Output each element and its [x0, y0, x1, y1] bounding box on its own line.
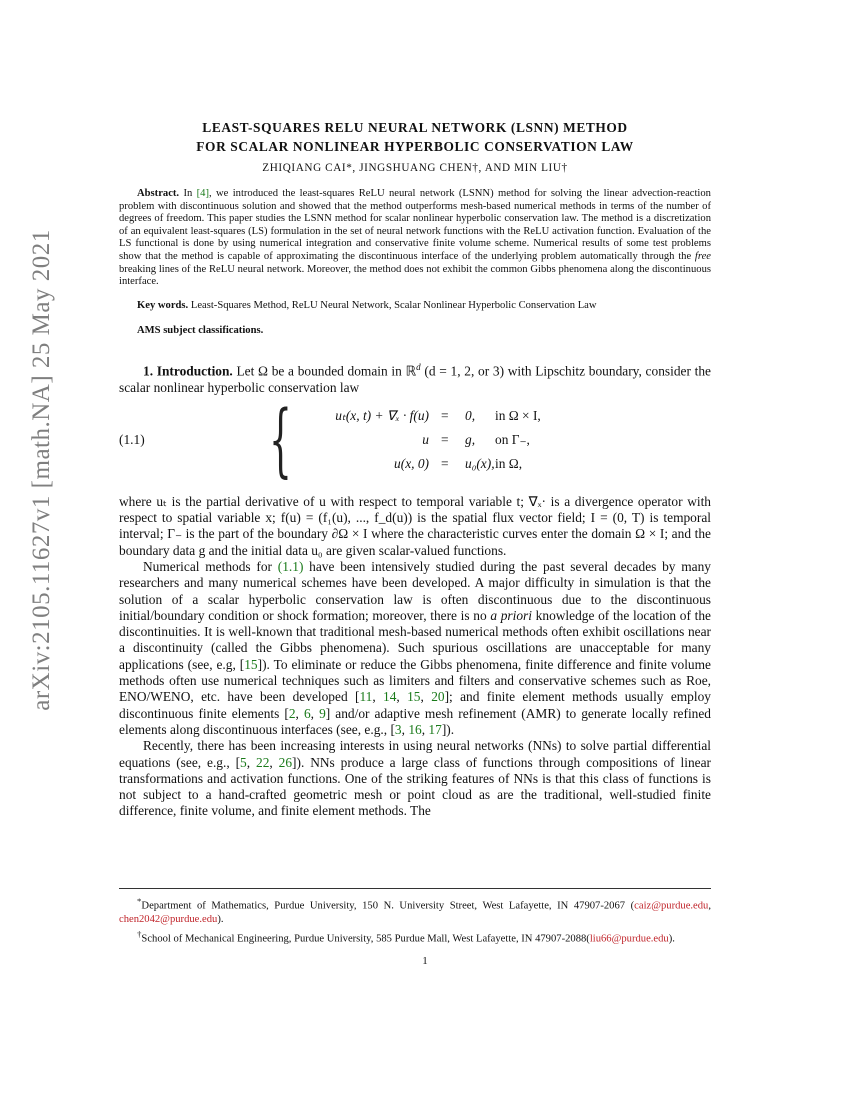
author-list: ZHIQIANG CAI*, JINGSHUANG CHEN†, AND MIN LIU† — [262, 162, 568, 174]
footnote-text: School of Mechanical Engineering, Purdue University, 585 Purdue Mall, West Lafayette, IN 47907-2088( — [141, 933, 590, 945]
equation-rhs: 0, — [465, 407, 476, 423]
page-number: 1 — [422, 955, 428, 967]
citation-link[interactable]: 15 — [407, 689, 421, 705]
intro-text: (d = 1, 2, or 3) with Lipschitz boundary, consider the scalar nonlinear hyperbolic conservation law — [119, 363, 711, 395]
paragraph-emphasis: a priori — [490, 607, 532, 623]
equation-relation: = — [441, 431, 449, 447]
arxiv-stamp-text: arXiv:2105.11627v1 [math.NA] 25 May 2021 — [28, 229, 55, 711]
abstract — [119, 188, 711, 289]
equation-row — [119, 432, 711, 454]
citation-link[interactable]: 5 — [240, 754, 247, 770]
citation-link[interactable]: 15 — [244, 656, 258, 672]
citation-link[interactable]: 26 — [278, 754, 293, 770]
equation-rhs: g, — [465, 431, 476, 447]
footnote-mark: † — [137, 928, 142, 939]
citation-link[interactable]: 14 — [383, 689, 397, 705]
citation-link[interactable]: [4] — [196, 188, 209, 199]
email-link[interactable]: caiz@purdue.edu — [634, 900, 709, 912]
citation-link[interactable]: 20 — [431, 689, 445, 705]
paragraph-text: ] and/or adaptive mesh refinement (AMR) to generate locally refined elements along discontinuous interfaces (see, e.g., [ — [119, 705, 711, 737]
paragraph-text: ]; and finite element methods usually employ discontinuous finite elements [ — [119, 689, 711, 721]
email-link[interactable]: liu66@purdue.edu — [589, 933, 669, 945]
equation-1-1 — [119, 392, 711, 486]
citation-link[interactable]: 3 — [394, 721, 402, 737]
email-link[interactable]: chen2042@purdue.edu — [119, 913, 218, 925]
paragraph-text: ]). NNs produce a large class of functions through compositions of linear transformations and activation functions. One of the striking features of NNs is that this class of functions is not subject to a hand-crafted geometric mesh or point cloud as are the traditional, well-studied finite difference, finite volume, and finite element methods. The — [119, 754, 711, 819]
footnote-affiliation-2 — [119, 928, 711, 946]
keywords-text: Least-Squares Method, ReLU Neural Network, Scalar Nonlinear Hyperbolic Conservation Law — [188, 299, 597, 311]
equation-condition: in Ω × I, — [495, 407, 541, 423]
equation-brace: { — [269, 392, 292, 486]
equation-condition: in Ω, — [495, 455, 523, 471]
ams-label: AMS subject classifications. — [137, 324, 264, 336]
abstract-text: , we introduced the least-squares ReLU neural network (LSNN) method for solving the linear advection-reaction problem with discontinuous solution and showed that the method outperforms mesh-based numerical methods in terms of the number of degrees of freedom. This paper studies the LSNN method for scalar nonlinear hyperbolic conservation law. The method is a discretization of an equivalent least-squares (LS) formulation in the set of neural network functions with the ReLU activation function. Evaluation of the LS functional is done by using numerical integration and conservative finite volume scheme. Numerical results of some test problems show that the method is capable of approximating the discontinuous interface of the underlying problem automatically through the — [119, 188, 711, 262]
citation-link[interactable]: 6 — [303, 705, 311, 721]
intro-text: Let Ω be a bounded domain in ℝ — [232, 363, 417, 379]
footnote-text: ). — [668, 933, 675, 945]
citation-link[interactable]: 17 — [428, 721, 442, 737]
equation-lhs: u(x, 0) — [394, 455, 429, 471]
title-line-1: LEAST-SQUARES RELU NEURAL NETWORK (LSNN) METHOD — [202, 120, 628, 135]
abstract-emphasis: free — [694, 250, 711, 262]
abstract-text: breaking lines of the ReLU neural network. Moreover, the method does not exhibit the common Gibbs phenomena along the discontinuous interface. — [119, 263, 711, 288]
citation-link[interactable]: 2 — [288, 705, 296, 721]
citation-link[interactable]: 9 — [319, 705, 326, 721]
abstract-label: Abstract. — [137, 188, 180, 199]
paragraph-text: Recently, there has been increasing interests in using neural networks (NNs) to solve partial differential equations (see, e.g., [ — [119, 738, 711, 770]
footnote-text: ). — [217, 913, 224, 925]
where-paragraph: where uₜ is the partial derivative of u with respect to temporal variable t; ∇ₓ· is a divergence operator with respect to spatial variable x; f(u) = (f₁(u), ..., f_d(u)) is the spatial flux vector field; I = (0, T) is temporal interval; Γ₋ is the part of the boundary ∂Ω × I where the characteristic curves enter the domain Ω × I; and the boundary data g and the initial data u₀ are given scalar-valued functions. — [119, 493, 711, 558]
title-line-2: FOR SCALAR NONLINEAR HYPERBOLIC CONSERVATION LAW — [196, 139, 634, 154]
citation-link[interactable]: 16 — [408, 721, 422, 737]
equation-condition: on Γ₋, — [495, 431, 530, 447]
equation-relation: = — [441, 407, 449, 423]
footnote-affiliation-1 — [119, 895, 711, 926]
keywords-label: Key words. — [137, 299, 189, 311]
equation-rhs: u₀(x), — [465, 455, 495, 471]
paper-title — [119, 118, 711, 156]
equation-relation: = — [441, 455, 449, 471]
paragraph-text: ]). To eliminate or reduce the Gibbs phenomena, finite difference and finite volume methods often use numerical techniques such as limiters and filters and conservative schemes such as Roe, ENO/WENO, etc. have been developed [ — [119, 656, 711, 705]
equation-lhs: u — [422, 431, 429, 447]
abstract-text: In — [183, 188, 197, 199]
paragraph-text: ]). — [441, 721, 455, 737]
recently-paragraph: Recently, there has been increasing interests in using neural networks (NNs) to solve partial differential equations (see, e.g., [5, 22, 26]). NNs produce a large class of functions through compositions of linear transformations and activation functions. One of the striking features of NNs is that this class of functions is not subject to a hand-crafted geometric mesh or point cloud as are the traditional, well-studied finite difference, finite volume, and finite element methods. The — [119, 738, 711, 819]
paragraph-text: Numerical methods for — [143, 559, 278, 574]
arxiv-identifier-stamp — [22, 229, 62, 711]
equation-reference-link[interactable]: (1.1) — [277, 559, 304, 574]
equation-lhs: uₜ(x, t) + ∇ₓ · f(u) — [335, 407, 429, 423]
key-words — [119, 299, 711, 312]
ams-classifications — [119, 324, 711, 337]
footnote-text: , — [708, 900, 711, 912]
footnotes — [119, 888, 711, 947]
numerical-methods-paragraph: Numerical methods for (1.1) have been intensively studied during the past several decades by many researchers and many numerical schemes have been developed. A major difficulty in simulation is that the solution of a scalar hyperbolic conservation law is often discontinuous due to the discontinuous initial/boundary condition or shock formation; moreover, there is no a priori knowledge of the location of the discontinuities. It is well-known that traditional mesh-based numerical methods often exhibit oscillations near a discontinuity (called the Gibbs phenomena). Such spurious oscillations are unacceptable for many applications (see, e.g, [15]). To eliminate or reduce the Gibbs phenomena, finite difference and finite volume methods often use numerical techniques such as limiters and filters and conservative schemes such as Roe, ENO/WENO, etc. have been developed [11, 14, 15, 20]; and finite element methods usually employ discontinuous finite elements [2, 6, 9] and/or adaptive mesh refinement (AMR) to generate locally refined elements along discontinuous interfaces (see, e.g., [3, 16, 17]). — [119, 559, 711, 737]
citation-link[interactable]: 22 — [256, 754, 270, 770]
dimension-superscript: d — [416, 361, 421, 372]
intro-paragraph — [119, 359, 711, 396]
paragraph-text: have been intensively studied during the past several decades by many researchers and many numerical schemes have been developed. A major difficulty in simulation is that the solution of a scalar hyperbolic conservation law is often discontinuous due to the discontinuous initial/boundary condition or shock formation; moreover, there is no — [119, 559, 711, 623]
equation-number: (1.1) — [119, 431, 145, 447]
equation-row — [119, 408, 711, 430]
footnote-text: Department of Mathematics, Purdue University, 150 N. University Street, West Lafayette, IN 47907-2067 ( — [141, 900, 635, 912]
section-heading-introduction: 1. Introduction. — [143, 363, 233, 379]
equation-row — [119, 456, 711, 478]
paper-body — [119, 118, 711, 820]
footnote-mark: * — [137, 896, 142, 906]
paragraph-text: knowledge of the location of the discontinuities. It is well-known that traditional mesh-based numerical methods often exhibit oscillations near a discontinuity (called the Gibbs phenomena). Such spurious oscillations are unacceptable for many applications (see, e.g, [ — [119, 607, 711, 672]
citation-link[interactable]: 11 — [359, 689, 373, 705]
